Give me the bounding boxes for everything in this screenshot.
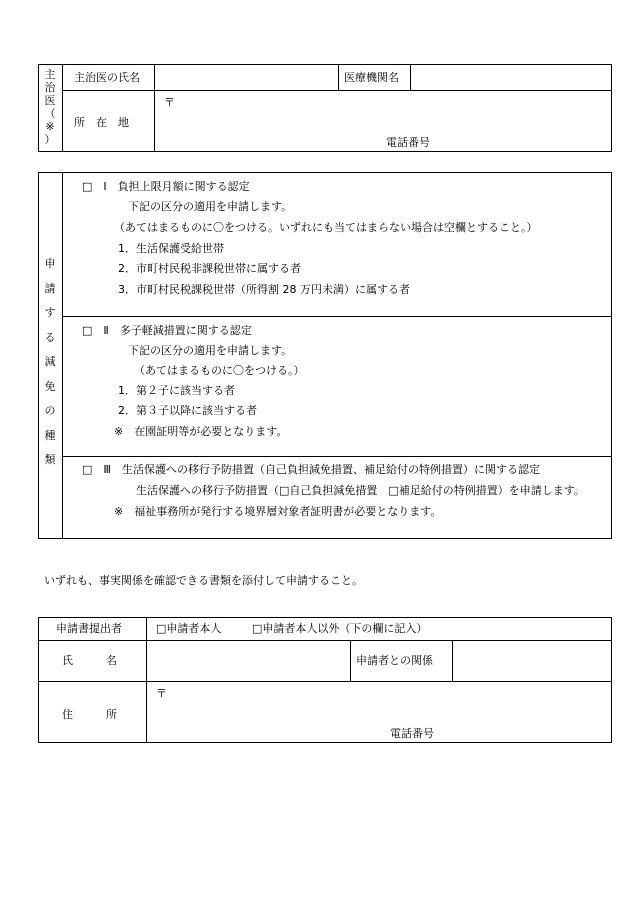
section3-title[interactable]: □ Ⅲ 生活保護への移行予防措置（自己負担減免措置、補足給付の特例措置）に関する認定 [82, 463, 540, 476]
section3-note: ※ 福祉事務所が発行する境界層対象者証明書が必要となります。 [114, 505, 442, 518]
submitter-option-other[interactable]: □申請者本人以外（下の欄に記入） [252, 622, 428, 635]
relation-label: 申請者との関係 [356, 654, 433, 667]
submitter-divider [452, 640, 453, 681]
physician-divider [154, 64, 155, 152]
physician-address-field[interactable] [156, 92, 610, 134]
reduction-divider [62, 172, 63, 539]
submitter-label: 申請書提出者 [56, 622, 122, 635]
institution-label: 医療機関名 [344, 71, 399, 84]
submitter-option-self[interactable]: □申請者本人 [156, 622, 222, 635]
reduction-side-label: 申 請 す る 減 免 の 種 類 [44, 257, 56, 466]
physician-postal-mark: 〒 [164, 96, 175, 109]
section1-option-2[interactable]: 2．市町村民税非課税世帯に属する者 [118, 262, 301, 275]
relation-field[interactable] [454, 642, 610, 679]
submitter-address-label: 住 所 [62, 708, 117, 721]
reduction-divider [62, 456, 612, 457]
section1-option-1[interactable]: 1．生活保護受給世帯 [118, 242, 224, 255]
submitter-address-field[interactable] [148, 683, 610, 723]
physician-address-label: 所 在 地 [74, 116, 129, 129]
submitter-name-label: 氏 名 [62, 654, 117, 667]
section2-line1: 下記の区分の適用を申請します。 [128, 344, 293, 357]
section2-option-2[interactable]: 2．第３子以降に該当する者 [118, 404, 257, 417]
section2-title[interactable]: □ Ⅱ 多子軽減措置に関する認定 [82, 324, 252, 337]
physician-divider [62, 64, 63, 152]
submitter-divider [350, 640, 351, 681]
section2-line2: （あてはまるものに〇をつける。） [134, 364, 305, 377]
submitter-divider [38, 681, 612, 682]
section1-line2: （あてはまるものに〇をつける。いずれにも当てはまらない場合は空欄とすること。） [114, 221, 538, 234]
physician-phone-label: 電話番号 [386, 136, 430, 149]
physician-divider [62, 90, 612, 91]
physician-side-label: 主 治 医 （ ※ ） [44, 68, 56, 146]
physician-divider [338, 64, 339, 90]
attachment-notice: いずれも、事実関係を確認できる書類を添付して申請すること。 [44, 574, 363, 587]
section2-option-1[interactable]: 1．第２子に該当する者 [118, 384, 235, 397]
institution-field[interactable] [412, 66, 610, 88]
section1-option-3[interactable]: 3．市町村民税課税世帯（所得割 28 万円未満）に属する者 [118, 283, 410, 296]
submitter-postal-mark: 〒 [156, 687, 167, 700]
section2-note: ※ 在園証明等が必要となります。 [114, 425, 288, 438]
physician-divider [410, 64, 411, 90]
submitter-name-field[interactable] [148, 642, 348, 679]
submitter-divider [146, 617, 147, 743]
section3-line1: 生活保護への移行予防措置（□自己負担減免措置 □補足給付の特例措置）を申請します。 [136, 484, 585, 497]
physician-name-field[interactable] [156, 66, 336, 88]
submitter-divider [38, 640, 612, 641]
section1-title[interactable]: □ Ⅰ 負担上限月額に関する認定 [82, 180, 250, 193]
reduction-divider [62, 316, 612, 317]
physician-name-label: 主治医の氏名 [74, 71, 140, 84]
submitter-phone-label: 電話番号 [390, 727, 434, 740]
section1-line1: 下記の区分の適用を申請します。 [128, 200, 293, 213]
